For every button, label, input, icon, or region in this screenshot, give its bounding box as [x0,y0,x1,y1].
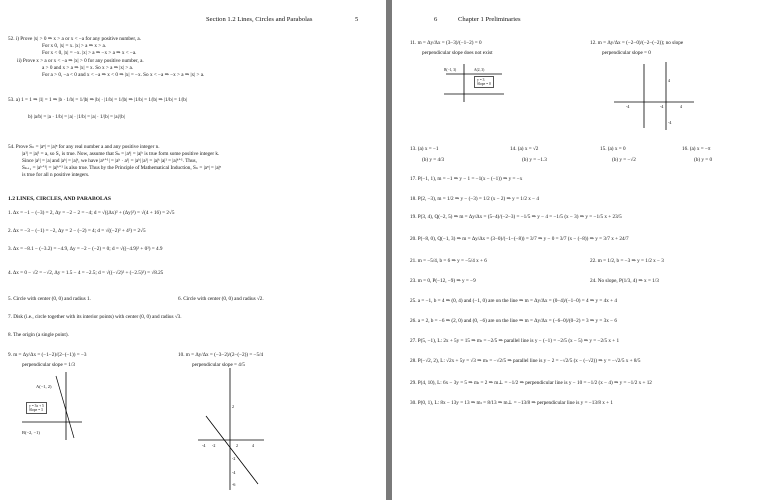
text-line: 18. P(2, −3), m = 1/2 ⇒ y − (−3) = 1/2 (x − 2) ⇒ y = 1/2 x − 4 [410,196,539,202]
text-line: 12. m = Δy/Δx = (−2−0)/(−2−(−2)); no slope [590,40,684,46]
text-line: 28. P(−√2, 2), L: √2x + 5y = √3 ⇒ mₗ = −√2/5 ⇒ parallel line is y − 2 = −√2/5 (x − (−√2)) ⇒ y = −√2/5 x + 8/5 [410,358,641,364]
svg-text:4: 4 [668,78,670,83]
text-line: 20. P(−8, 0), Q(−1, 3) ⇒ m = Δy/Δx = (3−0)/(−1−(−8)) = 3/7 ⇒ y − 0 = 3/7 (x − (−8)) ⇒ y = 3/7 x + 24/7 [410,236,629,242]
section-title: 1.2 LINES, CIRCLES, AND PARABOLAS [8,196,111,202]
graph-problem-11: B(−1, 3) A(2, 3) y = 3 Slope = 0 [444,64,504,102]
svg-text:-2: -2 [212,443,216,448]
page-header-title: Section 1.2 Lines, Circles and Parabolas [206,16,313,23]
text-line: 16. (a) x = −π [682,146,711,152]
text-line: 11. m = Δy/Δx = (3−3)/(−1−2) = 0 [410,40,482,46]
svg-text:-2: -2 [232,456,236,461]
text-line: b) |a/b| = |a · 1/b| = |a| · |1/b| = |a| · 1/|b| = |a|/|b| [28,114,125,120]
graph-11-annotation: y = 3 Slope = 0 [474,76,494,88]
text-line: a > 0 and x > a ⇒ |x| = x. So x > a ⇒ |x| > a. [42,65,134,71]
text-line: 53. a) 1 = 1 ⇒ |1| = 1 ⇒ |b · 1/b| = 1/|b| ⇒ |b| · |1/b| = 1/|b| ⇒ |1/b| = 1/|b| ⇒ |1/b| = 1/|b| [8,97,187,103]
text-line: 3. Δx = −8.1 − (−3.2) = −4.9, Δy = −2 − (−2) = 0; d = √((−4.9)² + 0²) = 4.9 [8,246,163,252]
text-line: 6. Circle with center (0, 0) and radius √2. [178,296,264,302]
text-line: 9. m = Δy/Δx = (−1−2)/(2−(−1)) = −3 [8,352,87,358]
text-line: Since |a¹| = |a| and |aᵏ| = |a|ᵏ, we have |aᵏ⁺¹| = |aᵏ · a¹| = |aᵏ| |a¹| = |a|ᵏ |a|¹ = |a|ᵏ⁺¹. Thus, [22,158,197,164]
text-line: 26. a = 2, b = −6 ⇒ (2, 0) and (0, −6) are on the line ⇒ m = Δy/Δx = (−6−0)/(0−2) = 3 ⇒ y = 3x − 6 [410,318,617,324]
text-line: 30. P(0, 1), L: 8x − 13y = 13 ⇒ mₗ = 8/13 ⇒ m⊥ = −13/8 ⇒ perpendicular line is y = −13/8 x + 1 [410,400,613,406]
svg-text:-4: -4 [232,470,236,475]
text-line: 52. i) Prove |x| > 0 ⇒ x > a or x < −a for any positive number, a. [8,36,142,42]
text-line: 29. P(4, 10), L: 6x − 3y = 5 ⇒ mₗ = 2 ⇒ m⊥ = −1/2 ⇒ perpendicular line is y − 10 = −1/2 (x − 4) ⇒ y = −1/2 x + 12 [410,380,652,386]
text-line: 19. P(3, 4), Q(−2, 5) ⇒ m = Δy/Δx = (5−4)/(−2−3) = −1/5 ⇒ y − 4 = −1/5 (x − 3) ⇒ y = −1/5 x + 23/5 [410,214,622,220]
text-line: For a > 0, −a < 0 and x < −a ⇒ x < 0 ⇒ |x| = −x. So x < −a ⇒ −x > a ⇒ |x| > a. [42,72,205,78]
text-line: 4. Δx = 0 − √2 = −√2, Δy = 1.5 − 4 = −2.5; d = √((−√2)² + (−2.5)²) = √8.25 [8,270,164,276]
text-line: 54. Prove Sₙ = |aⁿ| = |a|ⁿ for any real number a and any positive integer n. [8,144,160,150]
svg-text:-4: -4 [668,120,672,125]
text-line: (b) y = −√2 [612,157,636,163]
text-line: 7. Disk (i.e., circle together with its interior points) with center (0, 0) and radius √3. [8,314,182,320]
text-line: 1. Δx = −1 − (−3) = 2, Δy = −2 − 2 = −4; d = √((Δx)² + (Δy)²) = √(4 + 16) = 2√5 [8,210,175,216]
page-header-title: Chapter 1 Preliminaries [458,16,521,23]
svg-text:-6: -6 [232,482,236,487]
text-line: 27. P(5, −1), L: 2x + 5y = 15 ⇒ mₗ = −2/5 ⇒ parallel line is y − (−1) = −2/5 (x − 5) ⇒ y = −2/5 x + 1 [410,338,620,344]
text-line: perpendicular slope does not exist [422,50,493,56]
text-line: 24. No slope, P(1/3, 4) ⇒ x = 1/3 [590,278,659,284]
page-number: 6 [434,16,438,23]
text-line: For x 0, |x| = x. |x| > a ⇒ x > a. [42,43,107,49]
text-line: 21. m = −5/4, b = 6 ⇒ y = −5/4 x + 6 [410,258,487,264]
graph-problem-12 [614,62,694,130]
text-line: ii) Prove x > a or x < −a ⇒ |x| > 0 for any positive number, a. [17,58,144,64]
text-line: 17. P(−1, 1), m = −1 ⇒ y − 1 = −1(x − (−1)) ⇒ y = −x [410,176,523,182]
graph-9-annotation: y = 3x + 5 Slope = 3 [26,402,47,414]
svg-text:-4: -4 [626,104,630,109]
page-number: 5 [355,16,359,23]
text-line: 23. m = 0, P(−12, −9) ⇒ y = −9 [410,278,476,284]
text-line: (b) y = 0 [694,157,713,163]
graph-problem-9: y = 3x + 5 Slope = 3 A(−1, 2) B(−2, −1) [22,372,82,440]
text-line: 8. The origin (a single point). [8,332,69,338]
text-line: 14. (a) x = √2 [510,146,539,152]
text-line: 2. Δx = −3 − (−1) = −2, Δy = 2 − (−2) = 4; d = √((−2)² + 4²) = 2√5 [8,228,146,234]
page-right [392,0,784,500]
text-line: is true for all n positive integers. [22,172,90,178]
text-line: perpendicular slope = 4/5 [192,362,245,368]
svg-text:4: 4 [680,104,682,109]
text-line: perpendicular slope = 0 [602,50,651,56]
text-line: 5. Circle with center (0, 0) and radius 1. [8,296,91,302]
text-line: 15. (a) x = 0 [600,146,626,152]
graph-problem-10 [198,368,264,490]
text-line: For x < 0, |x| = −x. |x| > a ⇒ −x > a ⇒ x < −a. [42,50,137,56]
text-line: 25. a = −1, b = 4 ⇒ (0, 4) and (−1, 0) are on the line ⇒ m = Δy/Δx = (0−4)/(−1−0) = 4 ⇒ y = 4x + 4 [410,298,617,304]
svg-text:-4: -4 [660,104,664,109]
text-line: 22. m = 1/2, b = −3 ⇒ y = 1/2 x − 3 [590,258,664,264]
page-left [0,0,386,500]
svg-text:2: 2 [232,404,234,409]
text-line: 10. m = Δy/Δx = (−3−2)/(2−(−2)) = −5/4 [178,352,264,358]
svg-text:-4: -4 [202,443,206,448]
svg-text:4: 4 [252,443,254,448]
text-line: (b) y = 4/3 [422,157,445,163]
text-line: |a¹| = |a|¹ = a, so S₁ is true. Now, assume that Sₖ = |aᵏ| = |a|ᵏ is true form some positive integer k. [22,151,220,157]
text-line: perpendicular slope = 1/3 [22,362,75,368]
text-line: (b) y = −1.3 [522,157,547,163]
svg-text:2: 2 [236,443,238,448]
text-line: 13. (a) x = −1 [410,146,439,152]
text-line: Sₖ₊₁ = |aᵏ⁺¹| = |a|ᵏ⁺¹ is also true. Thus by the Principle of Mathematical Induction, Sₙ = |aⁿ| = |a|ⁿ [22,165,222,171]
